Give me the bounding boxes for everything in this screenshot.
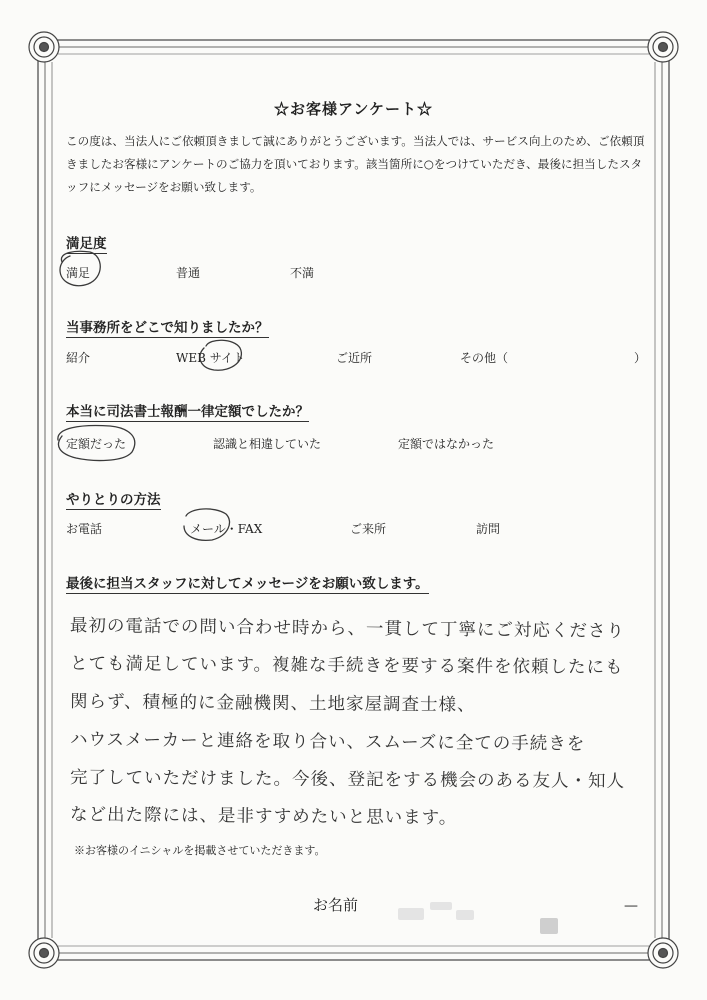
q4-heading: やりとりの方法: [66, 488, 161, 510]
q1-option-satisfied[interactable]: 満足: [66, 266, 91, 280]
message-line-5: 完了していただけました。今後、登記をする機会のある友人・知人: [69, 768, 626, 792]
q3-option-fixed[interactable]: 定額だった: [66, 437, 127, 451]
q4-option-mail-fax[interactable]: メール・FAX: [190, 522, 263, 536]
q2-option-other-close: ）: [634, 351, 647, 365]
q3-option-not-fixed[interactable]: 定額ではなかった: [398, 437, 495, 451]
q2-option-other[interactable]: その他（: [460, 351, 509, 365]
q4-option-visit-office[interactable]: ご来所: [350, 522, 387, 536]
q2-option-referral[interactable]: 紹介: [66, 351, 91, 365]
message-line-3: 関らず、積極的に金融機関、土地家屋調査士様、: [69, 692, 476, 716]
q4-option-home-visit[interactable]: 訪問: [476, 522, 501, 536]
q3-heading: 本当に司法書士報酬一律定額でしたか？: [66, 400, 309, 422]
q4-option-phone[interactable]: お電話: [66, 522, 103, 536]
survey-title: ☆お客様アンケート☆: [273, 100, 434, 118]
q5-heading: 最後に担当スタッフに対してメッセージをお願い致します。: [66, 572, 429, 594]
q1-heading: 満足度: [66, 232, 107, 254]
message-line-4: ハウスメーカーと連絡を取り合い、スムーズに全ての手続きを: [69, 730, 586, 755]
circle-mark-satisfied: [60, 251, 100, 285]
name-dash: —: [624, 898, 638, 914]
q2-option-neighborhood[interactable]: ご近所: [336, 351, 373, 365]
q1-option-dissatisfied[interactable]: 不満: [290, 266, 315, 280]
circle-mark-fixed: [58, 426, 135, 461]
q3-option-different[interactable]: 認識と相違していた: [213, 437, 322, 451]
name-label: お名前: [313, 896, 359, 914]
q1-option-normal[interactable]: 普通: [176, 266, 201, 280]
message-line-2: とても満足しています。複雑な手続きを要する案件を依頼したにも: [69, 654, 624, 678]
q2-option-website[interactable]: WEB サイト: [176, 351, 245, 365]
circle-mark-mail: [184, 509, 230, 540]
initials-note: ※お客様のイニシャルを掲載させていただきます。: [74, 844, 326, 857]
message-line-1: 最初の電話での問い合わせ時から、一貫して丁寧にご対応くださり: [69, 616, 626, 642]
intro-text: この度は、当法人にご依頼頂きまして誠にありがとうございます。当法人では、サービス向上のため、ご依頼頂きましたお客様にアンケートのご協力を頂いております。該当箇所に○をつけていただき、最後に担当したスタッフにメッセージをお願い致します。: [66, 134, 645, 194]
message-line-6: など出た際には、是非すすめたいと思います。: [69, 805, 458, 829]
circle-mark-website: [200, 340, 241, 370]
q2-heading: 当事務所をどこで知りましたか？: [66, 316, 269, 338]
